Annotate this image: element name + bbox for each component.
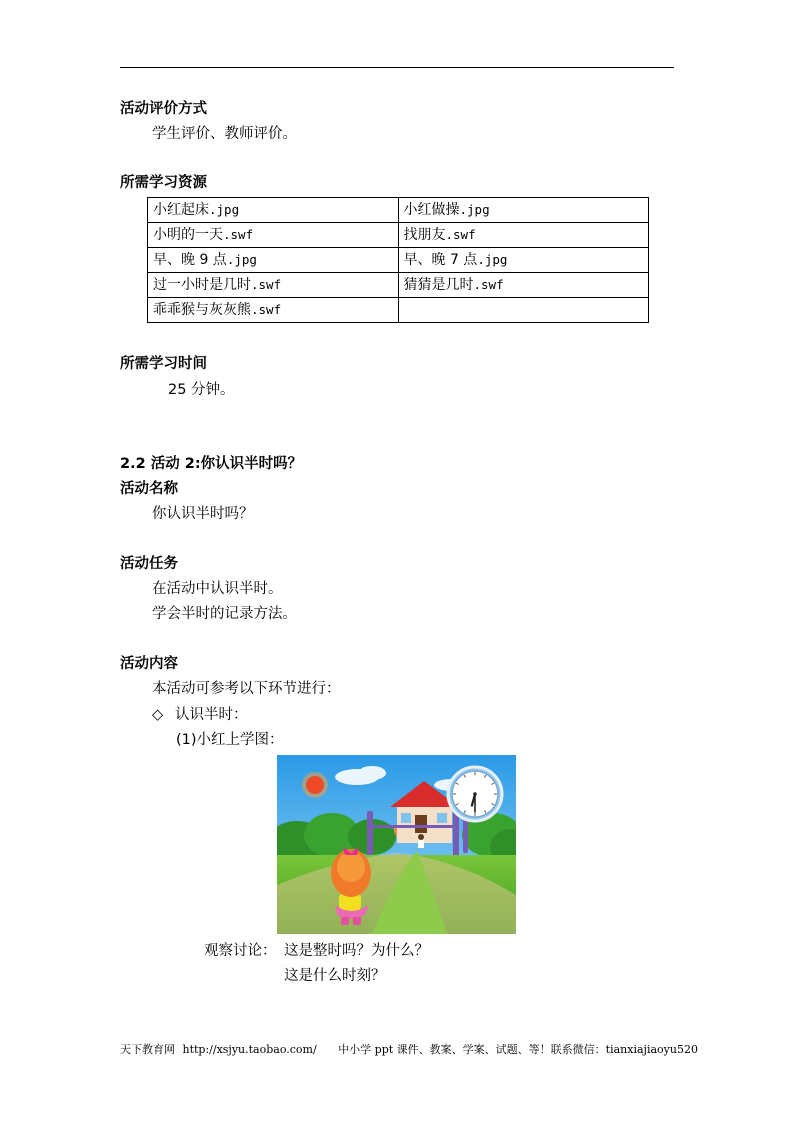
activity2-title: 2.2 活动 2:你认识半时吗？ (120, 456, 303, 472)
table-cell: 早、晚 9 点.jpg (148, 248, 399, 273)
clock-icon (448, 767, 502, 821)
table-cell (398, 298, 649, 323)
footer-url[interactable]: http://xsjyu.taobao.com/ (182, 1043, 317, 1056)
eval-heading: 活动评价方式 (120, 101, 207, 117)
activity-task-line: 在活动中认识半时。 (152, 581, 283, 597)
table-cell: 猜猜是几时.swf (398, 273, 649, 298)
resources-table (147, 197, 649, 323)
table-cell: 乖乖猴与灰灰熊.swf (148, 298, 399, 323)
activity-name-text: 你认识半时吗？ (152, 506, 254, 522)
table-cell: 小红做操.jpg (398, 198, 649, 223)
table-cell: 找朋友.swf (398, 223, 649, 248)
table-row (148, 273, 649, 298)
activity-task-heading: 活动任务 (120, 556, 178, 572)
sun-icon (302, 772, 328, 798)
time-heading: 所需学习时间 (120, 356, 207, 372)
activity-content-intro: 本活动可参考以下环节进行： (152, 681, 341, 697)
discussion-label: 观察讨论： (204, 943, 277, 959)
time-text: 25 分钟。 (168, 382, 235, 398)
xiaohong-school-illustration (277, 755, 516, 934)
xiaohong-figure (331, 847, 371, 925)
table-row (148, 248, 649, 273)
table-cell: 小明的一天.swf (148, 223, 399, 248)
diamond-bullet-icon: ◇ (152, 707, 164, 723)
discussion-question-2: 这是什么时刻？ (284, 968, 386, 984)
eval-text: 学生评价、教师评价。 (152, 126, 297, 142)
activity-task-line: 学会半时的记录方法。 (152, 606, 297, 622)
table-cell: 早、晚 7 点.jpg (398, 248, 649, 273)
sub-item: (1)小红上学图： (176, 732, 284, 748)
resources-heading: 所需学习资源 (120, 175, 207, 191)
header-rule (120, 67, 674, 68)
table-row (148, 223, 649, 248)
table-row (148, 198, 649, 223)
footer-text: 中小学 ppt 课件、教案、学案、试题、等！联系微信：tianxiajiaoyu520 (338, 1043, 698, 1056)
bullet-text: 认识半时： (175, 707, 248, 723)
footer-site: 天下教育网 (120, 1043, 175, 1056)
discussion-question-1: 这是整时吗？为什么？ (284, 943, 429, 959)
table-cell: 小红起床.jpg (148, 198, 399, 223)
activity-content-heading: 活动内容 (120, 656, 178, 672)
activity-name-heading: 活动名称 (120, 481, 178, 497)
friend-figure (418, 834, 424, 848)
table-cell: 过一小时是几时.swf (148, 273, 399, 298)
footer (120, 1043, 702, 1057)
table-row (148, 298, 649, 323)
